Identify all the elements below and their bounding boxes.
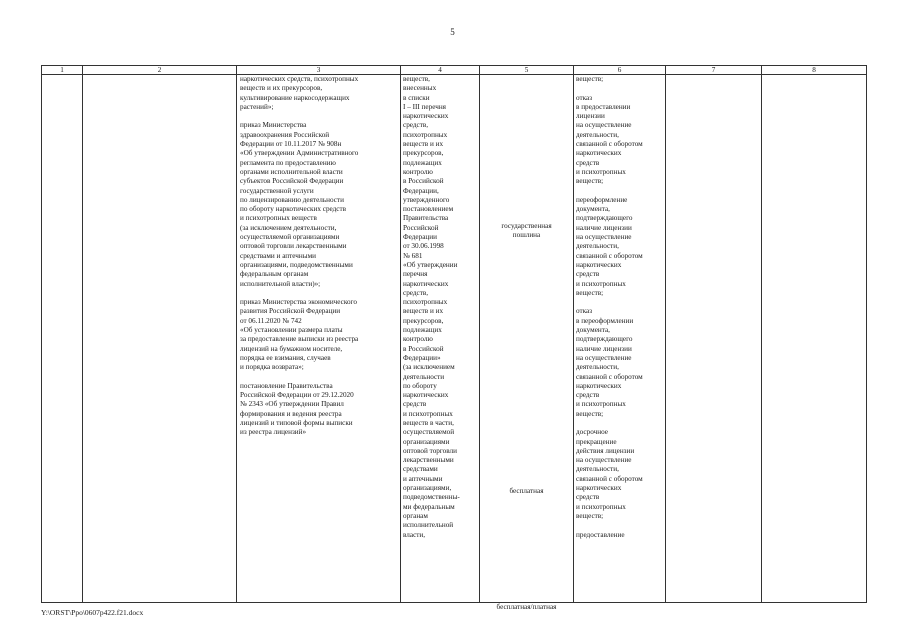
column-header: 5 [480,66,574,75]
column-header: 1 [42,66,83,75]
substances-text: веществ, внесенных в списки I – III перечня наркотических средств, психотропных веществ и их прекурсоров, подлежащих контролю в Российской Федерации, утвержденного постановлением Правительства Российской Федерации от 30.06.1998 № 681 «Об утверждении перечня наркотических средств, психотропных веществ и их прекурсоров, подлежащих контролю в Российской Федерации» (за исключением деятельности по обороту наркотических средств и психотропных веществ в части, осуществляемой организациями оптовой торговли лекарственными средствами и аптечными организациями, подведомственны- ми федеральным органам исполнительной власти, [403,75,460,539]
legal-acts-text: наркотических средств, психотропных веществ и их прекурсоров, культивирование наркосодержащих растений»; приказ Министерства здравоохранения Российской Федерации от 10.11.2017 № 908н «Об утверждении Административного регламента по предоставлению органами исполнительной власти субъектов Российской Федерации государственной услуги по лицензированию деятельности по обороту наркотических средств и психотропных веществ (за исключением деятельности, осуществляемой организациями оптовой торговли лекарственными средствами и аптечными организациями, подведомственными федеральным органам исполнительной власти)»; приказ Министерства экономического развития Российской Федерации от 06.11.2020 № 742 «Об установлении размера платы за предоставление выписки из реестра лицензий на бумажном носителе, порядка ее взимания, случаев и порядка возврата»; постановление Правительства Российской Федерации от 29.12.2020 № 2343 «Об утверждении Правил формирования и ведения реестра лицензий и типовой формы выписки из реестра лицензий» [240,75,359,437]
table-cell-col8 [762,75,867,603]
column-header: 6 [574,66,666,75]
table-cell-col2 [83,75,237,603]
fee-state-duty: государственная пошлина [501,222,552,240]
table-cell-legal-acts [237,75,401,603]
table-row [42,75,867,603]
requirements-table [41,65,867,611]
fee-free-or-paid: бесплатная/платная [496,603,557,611]
footer-file-path: Y:\ORST\Ppo\0607p422.f21.docx [41,608,144,617]
column-header: 7 [666,66,762,75]
table-cell-fees [480,75,574,611]
column-header: 4 [401,66,480,75]
table-cell-results [574,75,666,603]
table-cell-col7 [666,75,762,603]
column-header: 3 [237,66,401,75]
column-header: 2 [83,66,237,75]
results-text: веществ; отказ в предоставлении лицензии на осуществление деятельности, связанной с оборотом наркотических средств и психотропных веществ; переоформление документа, подтверждающего наличие лицензии на осуществление деятельности, связанной с оборотом наркотических средств и психотропных веществ; отказ в переоформлении документа, подтверждающего наличие лицензии на осуществление деятельности, связанной с оборотом наркотических средств и психотропных веществ; досрочное прекращение действия лицензии на осуществление деятельности, связанной с оборотом наркотических средств и психотропных веществ; предоставление [576,75,643,539]
fee-free: бесплатная [509,487,544,495]
table-header [42,66,867,75]
page-number: 5 [450,27,455,37]
table-cell-col1 [42,75,83,603]
column-header: 8 [762,66,867,75]
table-cell-substances [401,75,480,603]
